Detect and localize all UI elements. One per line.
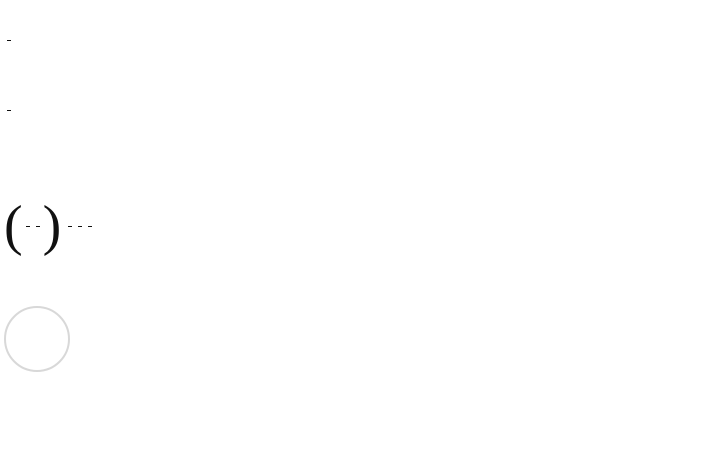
- fraction-denominator: [26, 226, 30, 227]
- copyright-seal: [4, 306, 70, 372]
- part-a-line-1: [4, 24, 14, 54]
- fraction-denominator: [88, 226, 92, 227]
- fraction: [26, 226, 30, 227]
- fraction: [68, 226, 72, 227]
- open-paren: (: [4, 195, 23, 257]
- fraction-1-15: [7, 40, 11, 41]
- part-a-calculation: [4, 186, 95, 266]
- fraction-denominator: [7, 110, 11, 111]
- part-a-line-2: [4, 94, 14, 124]
- fraction: [36, 226, 40, 227]
- fraction: [78, 226, 82, 227]
- fraction: [88, 226, 92, 227]
- close-paren: ): [42, 195, 62, 257]
- fraction-denominator: [68, 226, 72, 227]
- fraction-1-10: [7, 110, 11, 111]
- fraction-denominator: [36, 226, 40, 227]
- fraction-denominator: [7, 40, 11, 41]
- fraction-denominator: [78, 226, 82, 227]
